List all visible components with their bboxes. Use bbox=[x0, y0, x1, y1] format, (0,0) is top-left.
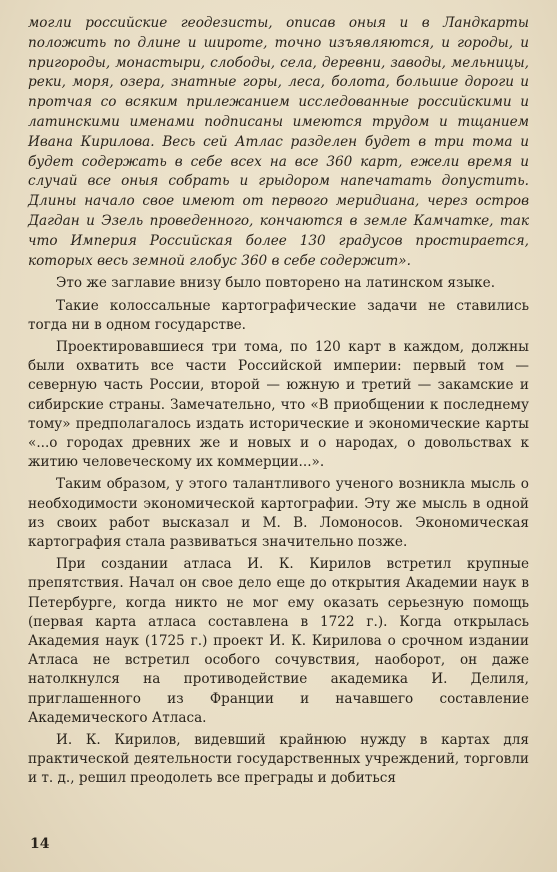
paragraph-3: Проектировавшиеся три тома, по 120 карт в каждом, должны были охватить все части Российской империи: первый том — северную часть России, второй — южную и третий — закамские и сибирские страны. Замечательно, что «В приобщении к последнему тому» предполагалось издать исторические и экономические карты «...о городах древних же и новых и о народах, о довольствах к житию человеческому их коммерции...». bbox=[28, 338, 529, 471]
paragraph-6: И. К. Кирилов, видевший крайнюю нужду в картах для практической деятельности государственных учреждений, торговли и т. д., решил преодолеть все преграды и добиться bbox=[28, 732, 529, 787]
paragraph-1: Это же заглавие внизу было повторено на латинском языке. bbox=[56, 275, 496, 292]
italic-quote-paragraph: могли российские геодезисты, описав оныя и в Ландкарты положить по длине и широте, точно изъявляются, и городы, и пригороды, монастыри, слободы, села, деревни, заводы, мельницы, реки, моря, озера, знатные горы, леса, болота, большие дороги и протчая со всяким прилежанием исследованные российскими и латинскими именами подписаны имеются трудом и тщанием Ивана Кирилова. Весь сей Атлас разделен будет в три тома и будет содержать в себе всех на все 360 карт, ежели время и случай все оныя собрать и грыдором напечатать допустить. Длины начало свое имеют от первого меридиана, через остров Дагдан и Эзель проведенного, кончаются в земле Камчатке, так что Империя Российская более 130 градусов простирается, которых весь земной глобус 360 в себе содержит». bbox=[28, 15, 529, 269]
paragraph-5: При создании атласа И. К. Кирилов встретил крупные препятствия. Начал он свое дело еще до открытия Академии наук в Петербурге, когда никто не мог ему оказать серьезную помощь (первая карта атласа составлена в 1722 г.). Когда открылась Академия наук (1725 г.) проект И. К. Кирилова о срочном издании Атласа не встретил особого сочувствия, наоборот, он даже натолкнулся на противодействие академика И. Делиля, приглашенного из Франции и начавшего составление Академического Атласа. bbox=[28, 556, 529, 726]
paragraph-4: Таким образом, у этого талантливого ученого возникла мысль о необходимости экономической картографии. Эту же мысль в одной из своих работ высказал и М. В. Ломоносов. Экономическая картография стала развиваться значительно позже. bbox=[28, 476, 529, 550]
page-number: 14 bbox=[30, 836, 50, 852]
paragraph-2: Такие колоссальные картографические задачи не ставились тогда ни в одном государстве. bbox=[28, 297, 529, 333]
